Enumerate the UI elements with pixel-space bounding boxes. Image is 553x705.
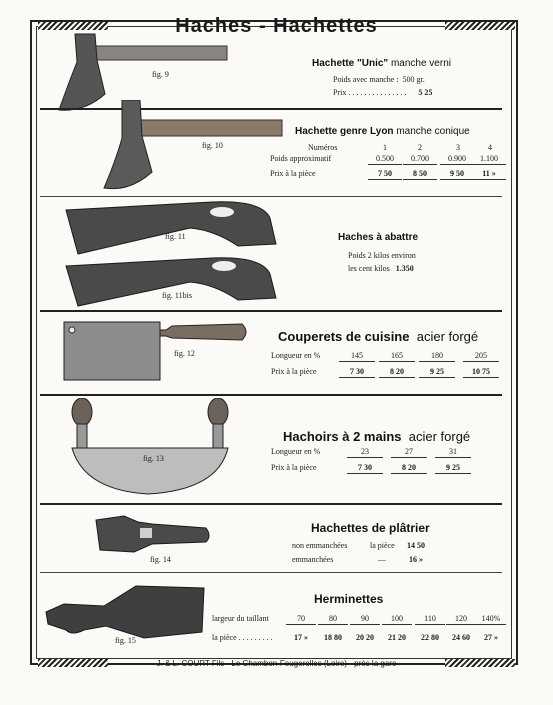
page-title: Haches - Hachettes <box>175 15 378 37</box>
cell: 165 <box>379 351 415 362</box>
fig-label: fig. 15 <box>115 636 136 645</box>
cell: 1.100 <box>472 154 506 165</box>
cleaver-table <box>271 351 501 381</box>
cell: 7 50 <box>368 169 402 180</box>
section-divider <box>40 196 502 197</box>
fig-label: fig. 12 <box>174 349 195 358</box>
section-title-haches-abattre: Haches à abattre <box>338 232 419 243</box>
cell: 18 80 <box>324 633 342 642</box>
cell: 9 25 <box>419 367 455 378</box>
fig-label: fig. 13 <box>143 454 164 463</box>
cell: 23 <box>347 447 383 458</box>
cell: 0.500 <box>368 154 402 165</box>
hatchet-lyon-illustration <box>100 100 290 192</box>
cell: 10 75 <box>463 367 499 378</box>
weight-line: Poids 2 kilos environ <box>348 251 416 260</box>
cell: 2 <box>418 143 422 152</box>
cell: 17 » <box>294 633 308 642</box>
cell: 140% <box>476 614 506 625</box>
cell: 120 <box>446 614 476 625</box>
cell: 27 » <box>484 633 498 642</box>
row-label: Longueur en % <box>271 351 321 360</box>
price-line: Prix . . . . . . . . . . . . . . . 5 25 <box>333 88 433 97</box>
cell: 27 <box>391 447 427 458</box>
price-line: les cent kilos 1.350 <box>348 264 414 273</box>
cell: 11 » <box>472 169 506 180</box>
row-label: largeur du taillant <box>212 614 269 623</box>
adze-table <box>212 614 504 647</box>
fig-label: fig. 11 <box>165 232 186 241</box>
row-label: la pièce . . . . . . . . . <box>212 633 273 642</box>
row-label: Numéros <box>308 143 338 152</box>
plasterer-hatchet-illustration <box>94 512 214 556</box>
cell: 70 <box>286 614 316 625</box>
cell: 31 <box>435 447 471 458</box>
cell: 8 20 <box>379 367 415 378</box>
cell: 1 <box>383 143 387 152</box>
cell: 8 50 <box>403 169 437 180</box>
cell: 8 20 <box>391 463 427 474</box>
fig-label: fig. 10 <box>202 141 223 150</box>
row-label: Longueur en % <box>271 447 321 456</box>
section-divider <box>40 572 502 573</box>
cell: 9 25 <box>435 463 471 474</box>
section-title-hachette-lyon: Hachette genre Lyon manche conique <box>295 126 470 137</box>
mincer-table <box>271 447 501 477</box>
row-label: Prix à la pièce <box>270 169 316 178</box>
fig-label: fig. 14 <box>150 555 171 564</box>
price-line: non emmanchées la pièce 14 50 <box>292 541 425 550</box>
cell: 22 80 <box>421 633 439 642</box>
section-title-herminettes: Herminettes <box>314 592 384 606</box>
lyon-table <box>270 143 500 183</box>
cell: 4 <box>488 143 492 152</box>
cell: 0.700 <box>403 154 437 165</box>
cleaver-illustration <box>62 318 252 384</box>
cell: 100 <box>382 614 412 625</box>
cell: 0.900 <box>440 154 474 165</box>
cell: 80 <box>318 614 348 625</box>
cell: 7 30 <box>347 463 383 474</box>
fig-label: fig. 11bis <box>162 291 192 300</box>
cell: 205 <box>463 351 499 362</box>
cell: 9 50 <box>440 169 474 180</box>
section-title-hachette-unic: Hachette "Unic" manche verni <box>312 58 451 69</box>
section-title-couperets: Couperets de cuisine acier forgé <box>278 329 479 344</box>
cell: 110 <box>415 614 445 625</box>
cell: 20 20 <box>356 633 374 642</box>
mezzaluna-illustration <box>68 398 238 502</box>
cell: 7 30 <box>339 367 375 378</box>
section-divider <box>40 310 502 312</box>
cell: 180 <box>419 351 455 362</box>
weight-line: Poids avec manche : 500 gr. <box>333 75 425 84</box>
section-title-hachoirs: Hachoirs à 2 mains acier forgé <box>283 429 471 444</box>
section-title-platrier: Hachettes de plâtrier <box>311 521 430 535</box>
row-label: Poids approximatif <box>270 154 332 163</box>
section-divider <box>40 394 502 396</box>
cell: 21 20 <box>388 633 406 642</box>
cell: 3 <box>456 143 460 152</box>
fig-label: fig. 9 <box>152 70 169 79</box>
footer-address: J. & L. COURT Fils - Le Chambon-Feugerolles (Loire) - près la gare <box>156 659 397 668</box>
price-line: emmanchées — 16 » <box>292 555 423 564</box>
row-label: Prix à la pièce <box>271 463 317 472</box>
row-label: Prix à la pièce <box>271 367 317 376</box>
cell: 24 60 <box>452 633 470 642</box>
section-divider <box>40 503 502 505</box>
cell: 90 <box>350 614 380 625</box>
cell: 145 <box>339 351 375 362</box>
